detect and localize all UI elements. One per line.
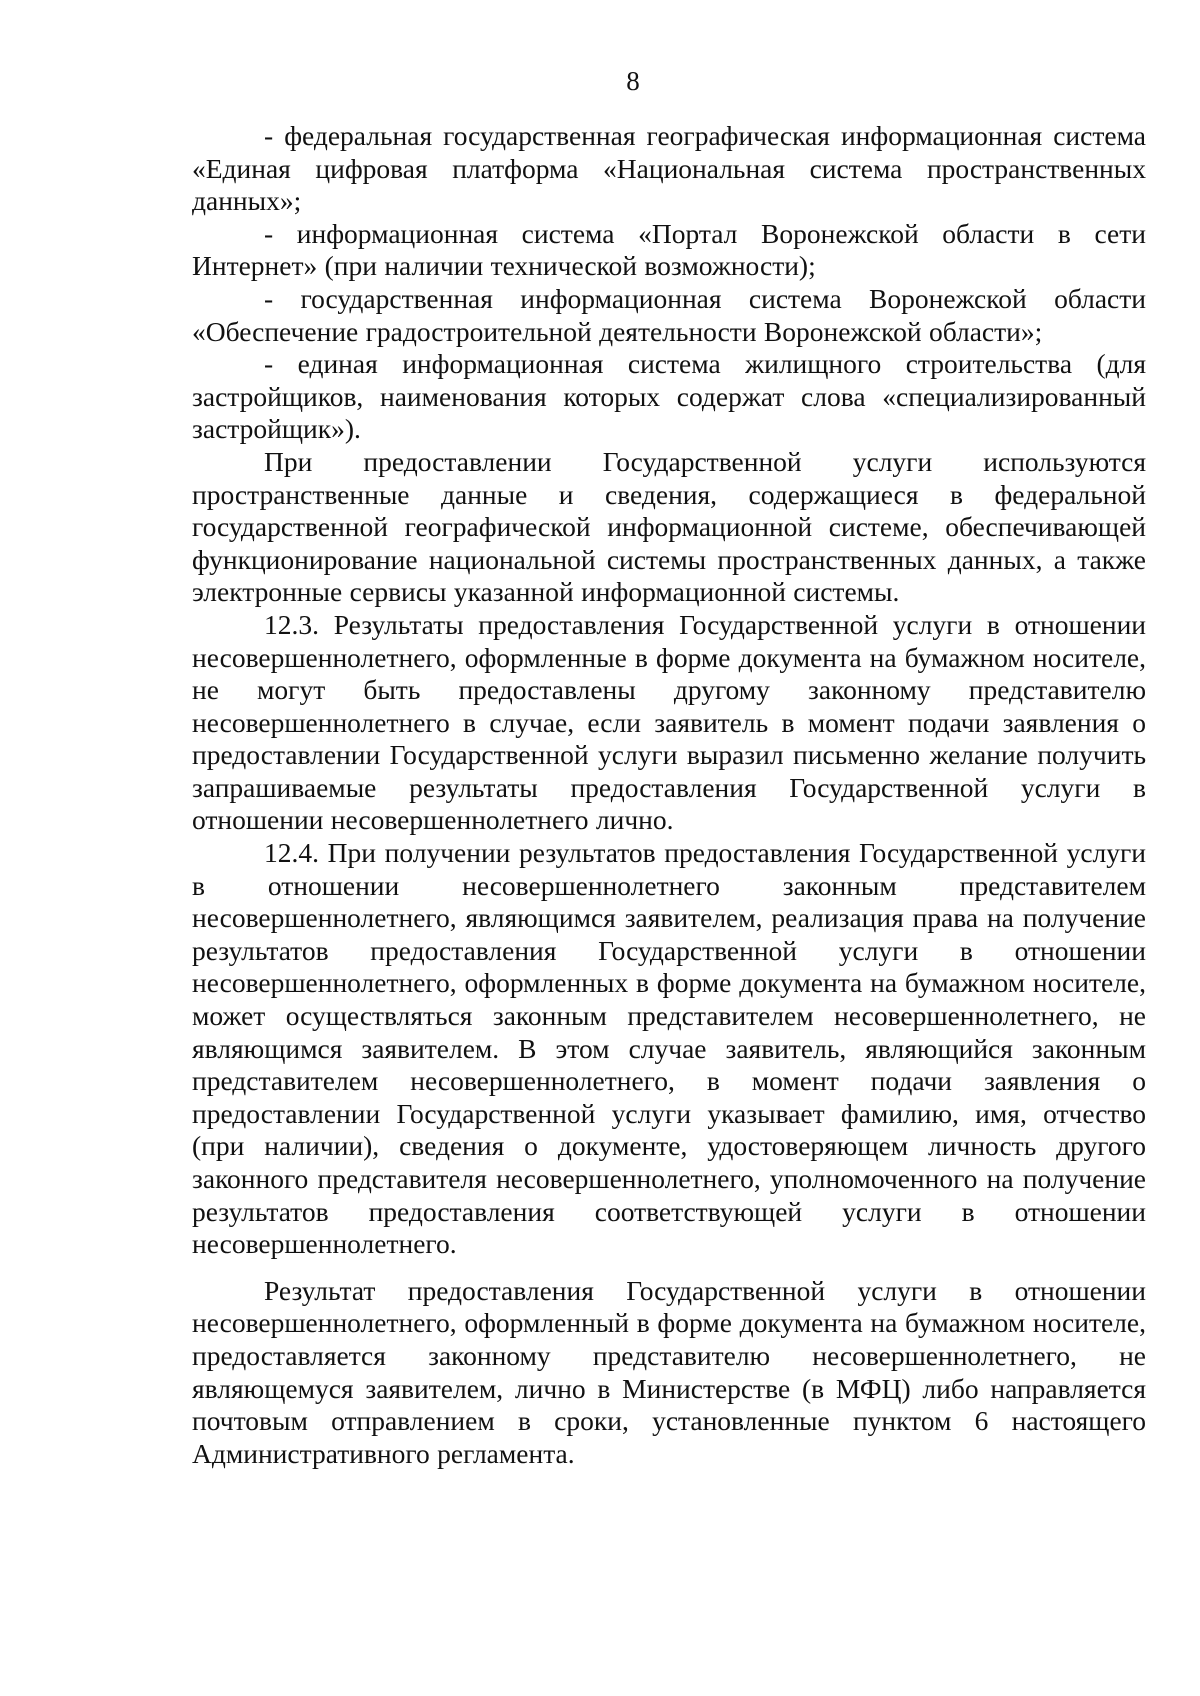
paragraph-voronezh-portal: - информационная система «Портал Воронежской области в сети Интернет» (при наличии технической возможности);	[192, 217, 1146, 282]
paragraph-housing-construction-system: - единая информационная система жилищного строительства (для застройщиков, наименования которых содержат слова «специализированный застройщик»).	[192, 348, 1146, 445]
paragraph-12-4: 12.4. При получении результатов предоставления Государственной услуги в отношении несовершеннолетнего законным представителем несовершеннолетнего, являющимся заявителем, реализация права на получение результатов предоставления Государственной услуги в отношении несовершеннолетнего, оформленных в форме документа на бумажном носителе, может осуществляться законным представителем несовершеннолетнего, не являющимся заявителем. В этом случае заявитель, являющийся законным представителем несовершеннолетнего, в момент подачи заявления о предоставлении Государственной услуги указывает фамилию, имя, отчество (при наличии), сведения о документе, удостоверяющем личность другого законного представителя несовершеннолетнего, уполномоченного на получение результатов предоставления соответствующей услуги в отношении несовершеннолетнего.	[192, 837, 1146, 1260]
page-number: 8	[626, 66, 640, 96]
paragraph-spatial-data-usage: При предоставлении Государственной услуги используются пространственные данные и сведения, содержащиеся в федеральной государственной географической информационной системе, обеспечивающей функционирование национальной системы пространственных данных, а также электронные сервисы указанной информационной системы.	[192, 445, 1146, 608]
paragraph-urban-planning-system: - государственная информационная система Воронежской области «Обеспечение градостроительной деятельности Воронежской области»;	[192, 282, 1146, 347]
paragraph-fgis-spatial-data: - федеральная государственная географическая информационная система «Единая цифровая платформа «Национальная система пространственных данных»;	[192, 120, 1146, 217]
document-body	[192, 120, 1146, 1470]
paragraph-12-3: 12.3. Результаты предоставления Государственной услуги в отношении несовершеннолетнего, оформленные в форме документа на бумажном носителе, не могут быть предоставлены другому законному представителю несовершеннолетнего в случае, если заявитель в момент подачи заявления о предоставлении Государственной услуги выразил письменно желание получить запрашиваемые результаты предоставления Государственной услуги в отношении несовершеннолетнего лично.	[192, 608, 1146, 836]
paragraph-result-delivery: Результат предоставления Государственной услуги в отношении несовершеннолетнего, оформленный в форме документа на бумажном носителе, предоставляется законному представителю несовершеннолетнего, не являющемуся заявителем, лично в Министерстве (в МФЦ) либо направляется почтовым отправлением в сроки, установленные пунктом 6 настоящего Административного регламента.	[192, 1274, 1146, 1469]
